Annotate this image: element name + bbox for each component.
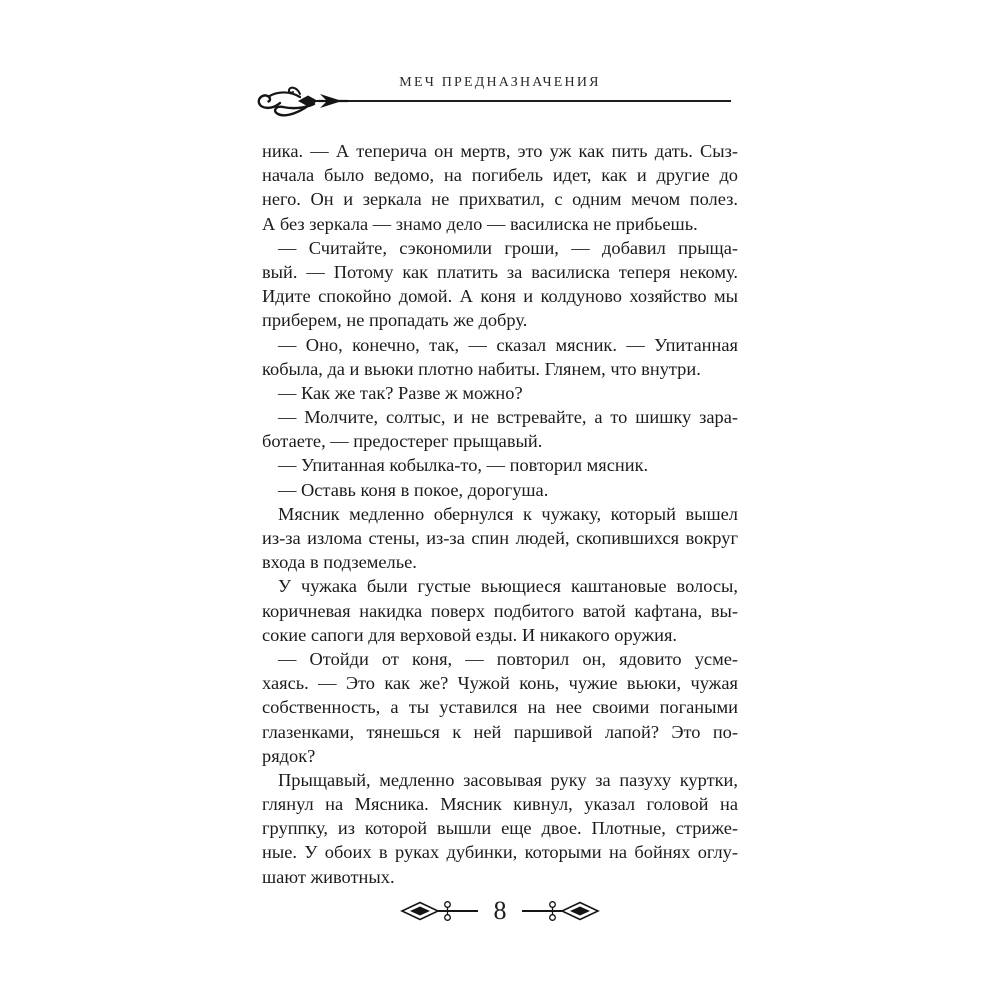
text-line: ботаете, — предостерег прыщавый. — [262, 431, 543, 452]
text-line: А без зеркала — знамо дело — василиска не прибьешь. — [262, 213, 698, 234]
text-line: — Молчите, солтыс, и не встревайте, а то шишку зара- — [278, 407, 738, 428]
text-line: глазенками, тянешься к ней паршивой лапой? Это по- — [262, 721, 738, 742]
text-line: входа в подземелье. — [262, 552, 417, 573]
text-line: — Как же так? Разве ж можно? — [278, 382, 523, 403]
text-line: собственность, а ты уставился на нее своими погаными — [262, 697, 738, 718]
text-line: группку, из которой вышли еще двое. Плотные, стриже- — [262, 818, 738, 839]
diamond-rule-ornament-icon — [522, 898, 600, 924]
diamond-rule-ornament-icon — [400, 898, 478, 924]
text-line: У чужака были густые вьющиеся каштановые волосы, — [278, 576, 738, 597]
running-head-title: МЕЧ ПРЕДНАЗНАЧЕНИЯ — [399, 75, 601, 90]
text-line: сокие сапоги для верховой езды. И никакого оружия. — [262, 624, 678, 645]
page-footer — [0, 896, 1000, 926]
text-line: Идите спокойно домой. А коня и колдуново хозяйство мы — [262, 286, 738, 307]
page-number: 8 — [493, 896, 507, 925]
text-line: него. Он и зеркала не прихватил, с одним мечом полез. — [262, 189, 738, 210]
body-text — [262, 139, 738, 889]
text-line: из-за излома стены, из-за спин людей, скопившихся вокруг — [262, 528, 738, 548]
text-line: — Оставь коня в покое, дорогуша. — [278, 479, 549, 500]
header-rule — [300, 100, 731, 102]
text-line: — Оно, конечно, так, — сказал мясник. — Упитанная — [278, 334, 738, 355]
text-line: — Считайте, сэкономили гроши, — добавил прыща- — [278, 237, 738, 258]
text-line: рядок? — [262, 745, 316, 766]
text-line: ника. — А теперича он мертв, это уж как пить дать. Сыз- — [262, 141, 738, 161]
text-line: хаясь. — Это как же? Чужой конь, чужие вьюки, чужая — [262, 673, 738, 694]
text-line: Мясник медленно обернулся к чужаку, который вышел — [278, 503, 738, 524]
text-line: коричневая накидка поверх подбитого ватой кафтана, вы- — [262, 600, 738, 621]
text-line: Прыщавый, медленно засовывая руку за пазуху куртки, — [278, 769, 738, 790]
text-line: — Отойди от коня, — повторил он, ядовито усме- — [278, 648, 738, 669]
text-line: начала было ведомо, на погибель идет, как и другие до — [262, 165, 738, 186]
text-line: кобыла, да и вьюки плотно набиты. Глянем, что внутри. — [262, 358, 701, 379]
text-line: шают животных. — [262, 866, 395, 887]
text-line: ные. У обоих в руках дубинки, которыми на бойнях оглу- — [262, 842, 738, 863]
text-line: вый. — Потому как платить за василиска теперя некому. — [262, 261, 738, 282]
text-line: приберем, не пропадать же добру. — [262, 310, 528, 331]
text-line: — Упитанная кобылка-то, — повторил мясник. — [278, 455, 649, 476]
text-line: глянул на Мясника. Мясник кивнул, указал головой на — [262, 794, 738, 815]
calligraphic-flourish-icon — [256, 82, 348, 128]
